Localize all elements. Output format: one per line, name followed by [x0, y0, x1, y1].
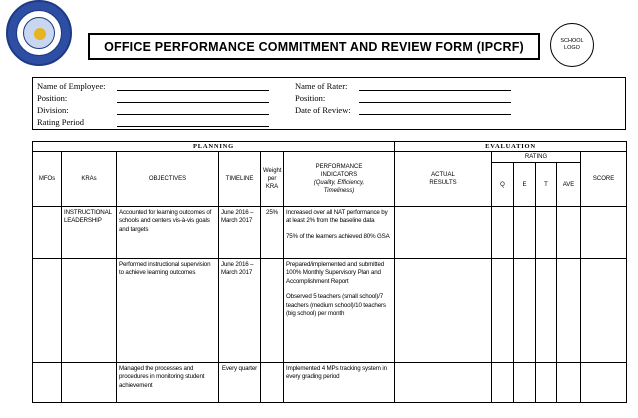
indicator-paragraph: Implemented 4 MPs tracking system in every grading period	[286, 365, 387, 381]
indicator-cell[interactable]	[284, 363, 395, 403]
mfo-cell[interactable]	[33, 259, 62, 363]
kra-cell[interactable]	[62, 259, 117, 363]
weight-header-line2: per	[267, 176, 277, 182]
deped-seal-logo	[6, 0, 72, 66]
mfo-cell[interactable]	[33, 363, 62, 403]
indicator-cell[interactable]	[284, 259, 395, 363]
score-header: SCORE	[581, 152, 627, 207]
weight-header-line3: KRA	[265, 184, 279, 190]
rating-t-header: T	[536, 163, 557, 207]
actual-header-line1: ACTUAL	[431, 172, 455, 178]
pi-header-line3: (Quality, Efficiency,	[313, 180, 365, 186]
employee-name-label: Name of Employee:	[37, 81, 106, 91]
rating-period-label: Rating Period	[37, 117, 84, 127]
rating-ave-cell[interactable]	[557, 363, 581, 403]
rating-t-cell[interactable]	[536, 207, 557, 259]
form-title: OFFICE PERFORMANCE COMMITMENT AND REVIEW FORM (IPCRF)	[104, 39, 524, 54]
rating-e-cell[interactable]	[514, 207, 536, 259]
actual-results-cell[interactable]	[395, 259, 492, 363]
rating-q-header: Q	[492, 163, 514, 207]
performance-indicators-header	[284, 152, 395, 207]
objective-cell[interactable]: Managed the processes and procedures in monitoring student achievement	[117, 363, 219, 403]
pi-header-line4: Timeliness)	[323, 188, 355, 194]
indicator-cell[interactable]	[284, 207, 395, 259]
rating-t-cell[interactable]	[536, 259, 557, 363]
actual-results-cell[interactable]	[395, 207, 492, 259]
ipcrf-table	[32, 141, 627, 403]
score-cell[interactable]	[581, 363, 627, 403]
rating-ave-header: AVE	[557, 163, 581, 207]
timeline-cell[interactable]: June 2016 – March 2017	[219, 207, 261, 259]
division-label: Division:	[37, 105, 69, 115]
employee-position-field[interactable]	[117, 102, 269, 103]
actual-results-cell[interactable]	[395, 363, 492, 403]
timeline-cell[interactable]: Every quarter	[219, 363, 261, 403]
seal-sun-icon	[34, 28, 46, 40]
table-row	[33, 259, 627, 363]
score-cell[interactable]	[581, 259, 627, 363]
kra-cell[interactable]	[62, 363, 117, 403]
division-field[interactable]	[117, 114, 269, 115]
weight-header-line1: Weight	[263, 168, 282, 174]
table-row	[33, 207, 627, 259]
kra-cell[interactable]: INSTRUCTIONAL LEADERSHIP	[62, 207, 117, 259]
evaluation-header: EVALUATION	[395, 142, 627, 152]
form-title-box	[88, 33, 540, 60]
indicator-paragraph: 75% of the learners achieved 80% GSA	[286, 232, 390, 240]
objective-cell[interactable]: Accounted for learning outcomes of schools and centers vis-à-vis goals and targets	[117, 207, 219, 259]
indicator-paragraph: Prepared/implemented and submitted 100% Monthly Supervisory Plan and Accomplishment Report	[286, 261, 385, 285]
actual-header-line2: RESULTS	[429, 180, 457, 186]
school-logo-text-1: SCHOOL	[560, 38, 584, 44]
mfo-cell[interactable]	[33, 207, 62, 259]
rating-q-cell[interactable]	[492, 259, 514, 363]
timeline-cell[interactable]: June 2016 – March 2017	[219, 259, 261, 363]
objective-cell[interactable]: Performed instructional supervision to achieve learning outcomes	[117, 259, 219, 363]
actual-results-header	[395, 152, 492, 207]
score-cell[interactable]	[581, 207, 627, 259]
rating-q-cell[interactable]	[492, 207, 514, 259]
date-of-review-label: Date of Review:	[295, 105, 351, 115]
rater-position-field[interactable]	[359, 102, 511, 103]
employee-name-field[interactable]	[117, 90, 269, 91]
rating-period-field[interactable]	[117, 126, 269, 127]
rating-ave-cell[interactable]	[557, 259, 581, 363]
rating-e-header: E	[514, 163, 536, 207]
rating-t-cell[interactable]	[536, 363, 557, 403]
school-logo-text-2: LOGO	[564, 45, 580, 51]
rater-name-label: Name of Rater:	[295, 81, 348, 91]
date-of-review-field[interactable]	[359, 114, 511, 115]
pi-header-line1: PERFORMANCE	[315, 164, 363, 170]
objectives-header: OBJECTIVES	[117, 152, 219, 207]
weight-cell[interactable]: 25%	[261, 207, 284, 259]
rating-ave-cell[interactable]	[557, 207, 581, 259]
timeline-header: TIMELINE	[219, 152, 261, 207]
school-logo-placeholder	[550, 23, 594, 67]
rater-position-label: Position:	[295, 93, 326, 103]
indicator-paragraph: Observed 5 teachers (small school)/7 teachers (medium school)/10 teachers (big school) per month	[286, 293, 386, 318]
kras-header: KRAs	[62, 152, 117, 207]
rating-e-cell[interactable]	[514, 363, 536, 403]
indicator-paragraph: Increased over all NAT performance by at least 2% from the baseline data	[286, 209, 388, 225]
seal-core	[23, 17, 55, 49]
weight-per-kra-header	[261, 152, 284, 207]
seal-ring	[16, 10, 62, 56]
rating-q-cell[interactable]	[492, 363, 514, 403]
weight-cell[interactable]	[261, 363, 284, 403]
rating-e-cell[interactable]	[514, 259, 536, 363]
rating-header: RATING	[492, 152, 581, 163]
mfos-header: MFOs	[33, 152, 62, 207]
planning-header: PLANNING	[33, 142, 395, 152]
pi-header-line2: INDICATORS	[320, 172, 358, 178]
table-row	[33, 363, 627, 403]
employee-position-label: Position:	[37, 93, 68, 103]
employee-info-box	[32, 77, 626, 130]
weight-cell[interactable]	[261, 259, 284, 363]
rater-name-field[interactable]	[359, 90, 511, 91]
